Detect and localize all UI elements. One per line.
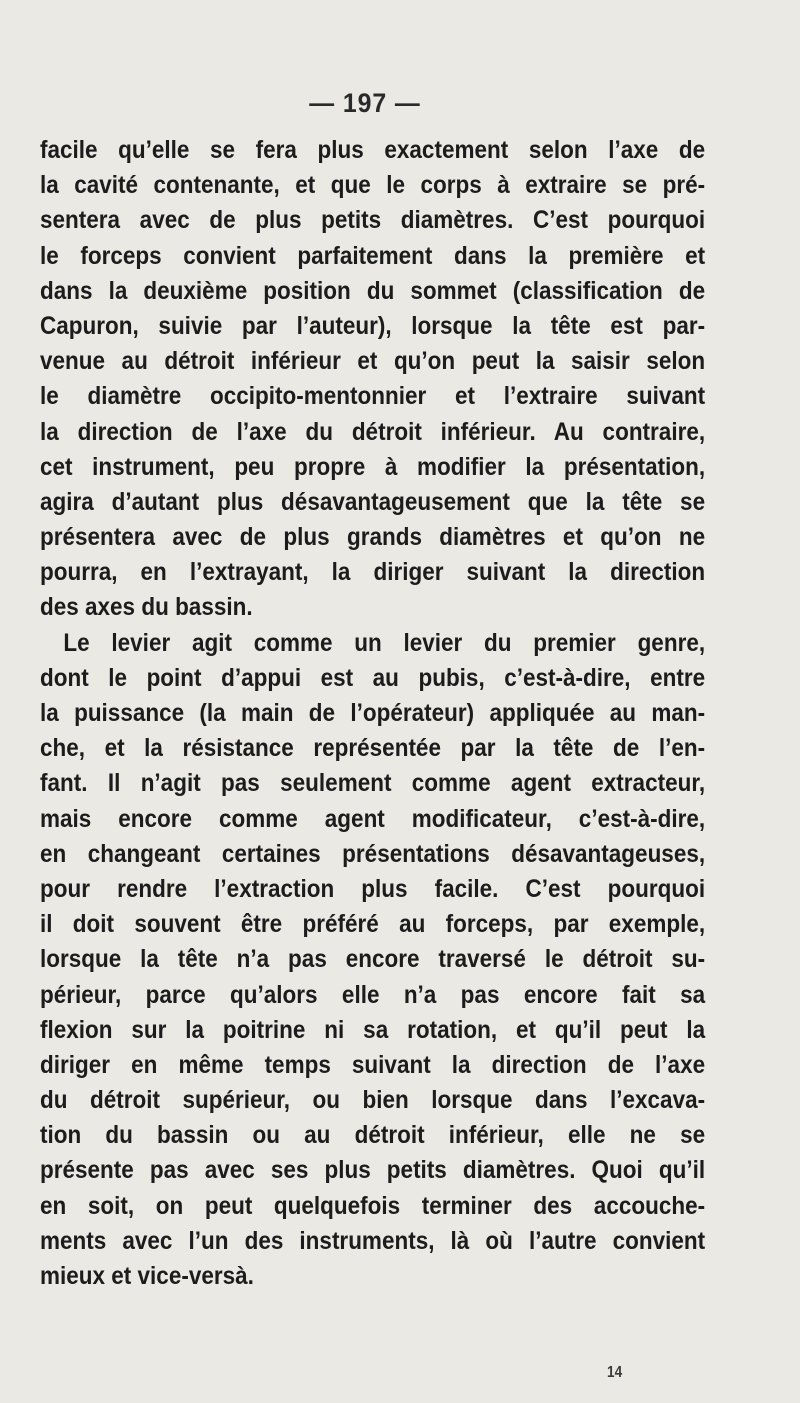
text-line: le forceps convient parfaitement dans la première et <box>40 241 706 270</box>
text-line: des axes du bassin. <box>40 593 253 622</box>
text-line: dans la deuxième position du sommet (classification de <box>40 276 706 305</box>
text-line: ments avec l’un des instruments, là où l’autre convient <box>40 1226 706 1255</box>
text-line: présentera avec de plus grands diamètres et qu’on ne <box>40 523 706 552</box>
text-line: pourra, en l’extrayant, la diriger suivant la direction <box>40 558 706 587</box>
text-line: la cavité contenante, et que le corps à extraire se pré- <box>40 171 706 200</box>
text-line: en soit, on peut quelquefois terminer des accouche- <box>40 1191 706 1220</box>
text-line: pour rendre l’extraction plus facile. C’est pourquoi <box>40 874 706 903</box>
text-line: diriger en même temps suivant la direction de l’axe <box>40 1050 706 1079</box>
text-line: facile qu’elle se fera plus exactement selon l’axe de <box>40 136 706 164</box>
text-line: Le levier agit comme un levier du premier genre, <box>63 628 706 657</box>
text-line: cet instrument, peu propre à modifier la présentation, <box>40 452 706 481</box>
text-line: en changeant certaines présentations désavantageuses, <box>40 839 706 868</box>
text-line: fant. Il n’agit pas seulement comme agent extracteur, <box>40 769 706 798</box>
text-line: la direction de l’axe du détroit inférieur. Au contraire, <box>40 417 706 446</box>
text-line: il doit souvent être préféré au forceps, par exemple, <box>40 910 706 939</box>
text-line: la puissance (la main de l’opérateur) appliquée au man- <box>40 699 706 727</box>
text-line: sentera avec de plus petits diamètres. C’est pourquoi <box>40 206 706 235</box>
text-line: agira d’autant plus désavantageusement que la tête se <box>40 487 706 516</box>
page-number: — 197 — <box>309 88 421 118</box>
text-line: présente pas avec ses plus petits diamètres. Quoi qu’il <box>40 1156 706 1185</box>
text-line: tion du bassin ou au détroit inférieur, elle ne se <box>40 1121 706 1150</box>
text-line: Capuron, suivie par l’auteur), lorsque la tête est par- <box>40 311 706 340</box>
text-line: che, et la résistance représentée par la tête de l’en- <box>40 734 706 763</box>
signature-mark: 14 <box>607 1364 623 1381</box>
text-line: venue au détroit inférieur et qu’on peut la saisir selon <box>40 347 706 376</box>
text-line: lorsque la tête n’a pas encore traversé le détroit su- <box>40 945 706 974</box>
text-line: mieux et vice-versà. <box>40 1262 254 1290</box>
text-line: mais encore comme agent modificateur, c’est-à-dire, <box>40 804 706 833</box>
text-line: le diamètre occipito-mentonnier et l’extraire suivant <box>40 382 706 411</box>
text-line: du détroit supérieur, ou bien lorsque dans l’excava- <box>40 1086 706 1115</box>
text-line: dont le point d’appui est au pubis, c’est-à-dire, entre <box>40 663 706 692</box>
text-line: périeur, parce qu’alors elle n’a pas encore fait sa <box>40 980 706 1009</box>
body-text <box>40 133 705 1294</box>
text-line: flexion sur la poitrine ni sa rotation, et qu’il peut la <box>40 1015 706 1044</box>
